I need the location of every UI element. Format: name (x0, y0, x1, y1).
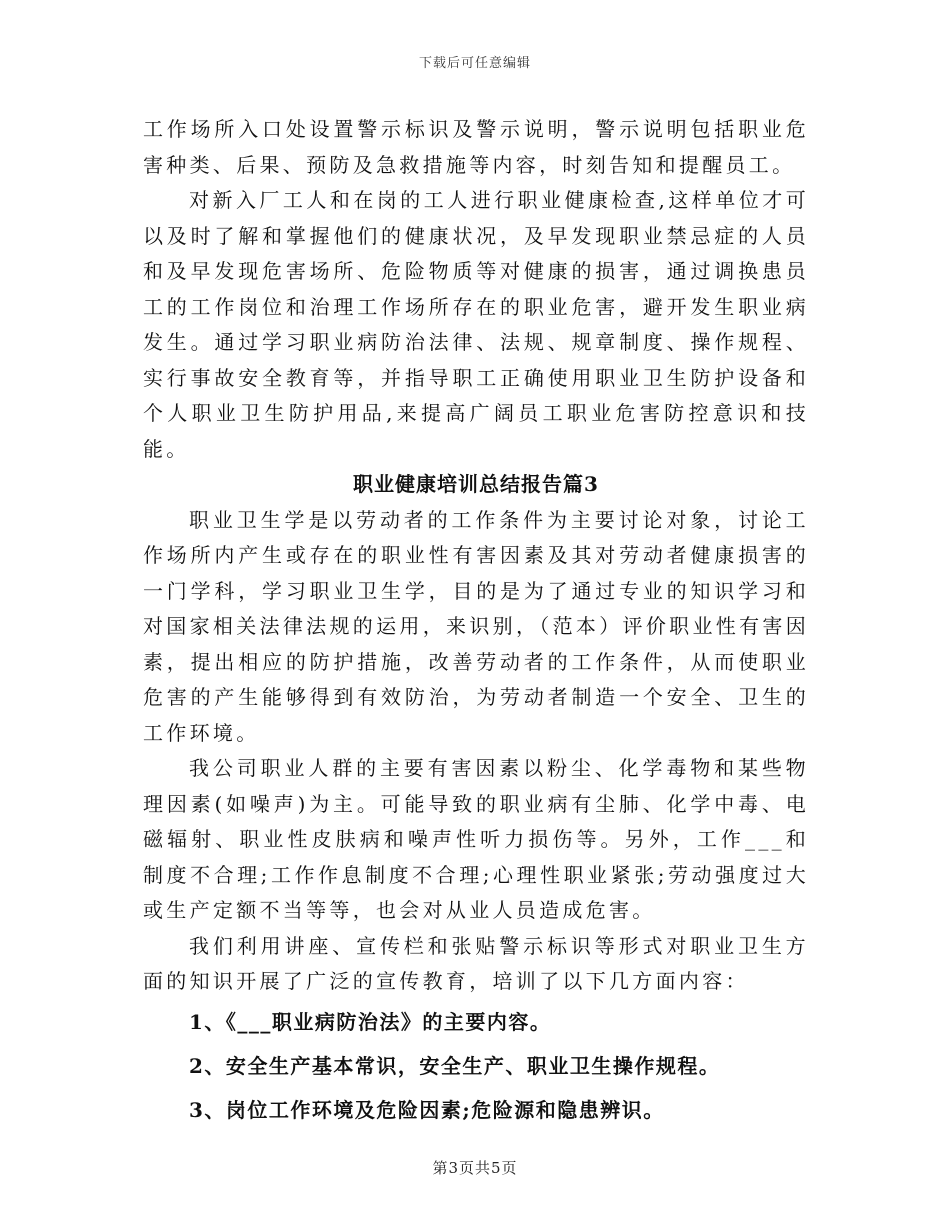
document-body (143, 112, 809, 1132)
paragraph: 对新入厂工人和在岗的工人进行职业健康检查,这样单位才可以及时了解和掌握他们的健康状况，及早发现职业禁忌症的人员和及早发现危害场所、危险物质等对健康的损害，通过调换患员工的工作岗位和治理工作场所存在的职业危害，避开发生职业病发生。通过学习职业病防治法律、法规、规章制度、操作规程、实行事故安全教育等，并指导职工正确使用职业卫生防护设备和个人职业卫生防护用品,来提高广阔员工职业危害防控意识和技能。 (143, 188, 809, 461)
list-item: 1、《___职业病防治法》的主要内容。 (189, 1009, 552, 1034)
paragraph: 我公司职业人群的主要有害因素以粉尘、化学毒物和某些物理因素(如噪声)为主。可能导致的职业病有尘肺、化学中毒、电磁辐射、职业性皮肤病和噪声性听力损伤等。另外，工作___和制度不合理;工作作息制度不合理;心理性职业紧张;劳动强度过大或生产定额不当等等，也会对从业人员造成危害。 (143, 756, 809, 922)
paragraph: 工作场所入口处设置警示标识及警示说明，警示说明包括职业危害种类、后果、预防及急救措施等内容，时刻告知和提醒员工。 (143, 117, 809, 177)
paragraph: 职业卫生学是以劳动者的工作条件为主要讨论对象，讨论工作场所内产生或存在的职业性有害因素及其对劳动者健康损害的一门学科，学习职业卫生学，目的是为了通过专业的知识学习和对国家相关法律法规的运用，来识别，（范本）评价职业性有害因素，提出相应的防护措施，改善劳动者的工作条件，从而使职业危害的产生能够得到有效防治，为劳动者制造一个安全、卫生的工作环境。 (143, 507, 809, 745)
list-item: 2、安全生产基本常识，安全生产、职业卫生操作规程。 (189, 1053, 721, 1078)
section-title: 职业健康培训总结报告篇3 (353, 472, 599, 496)
page-number: 第3页共5页 (432, 1159, 518, 1177)
paragraph: 我们利用讲座、宣传栏和张贴警示标识等形式对职业卫生方面的知识开展了广泛的宣传教育，培训了以下几方面内容： (143, 933, 809, 993)
page-header: 下载后可任意编辑 (418, 56, 531, 71)
list-item: 3、岗位工作环境及危险因素;危险源和隐患辨识。 (189, 1097, 665, 1122)
